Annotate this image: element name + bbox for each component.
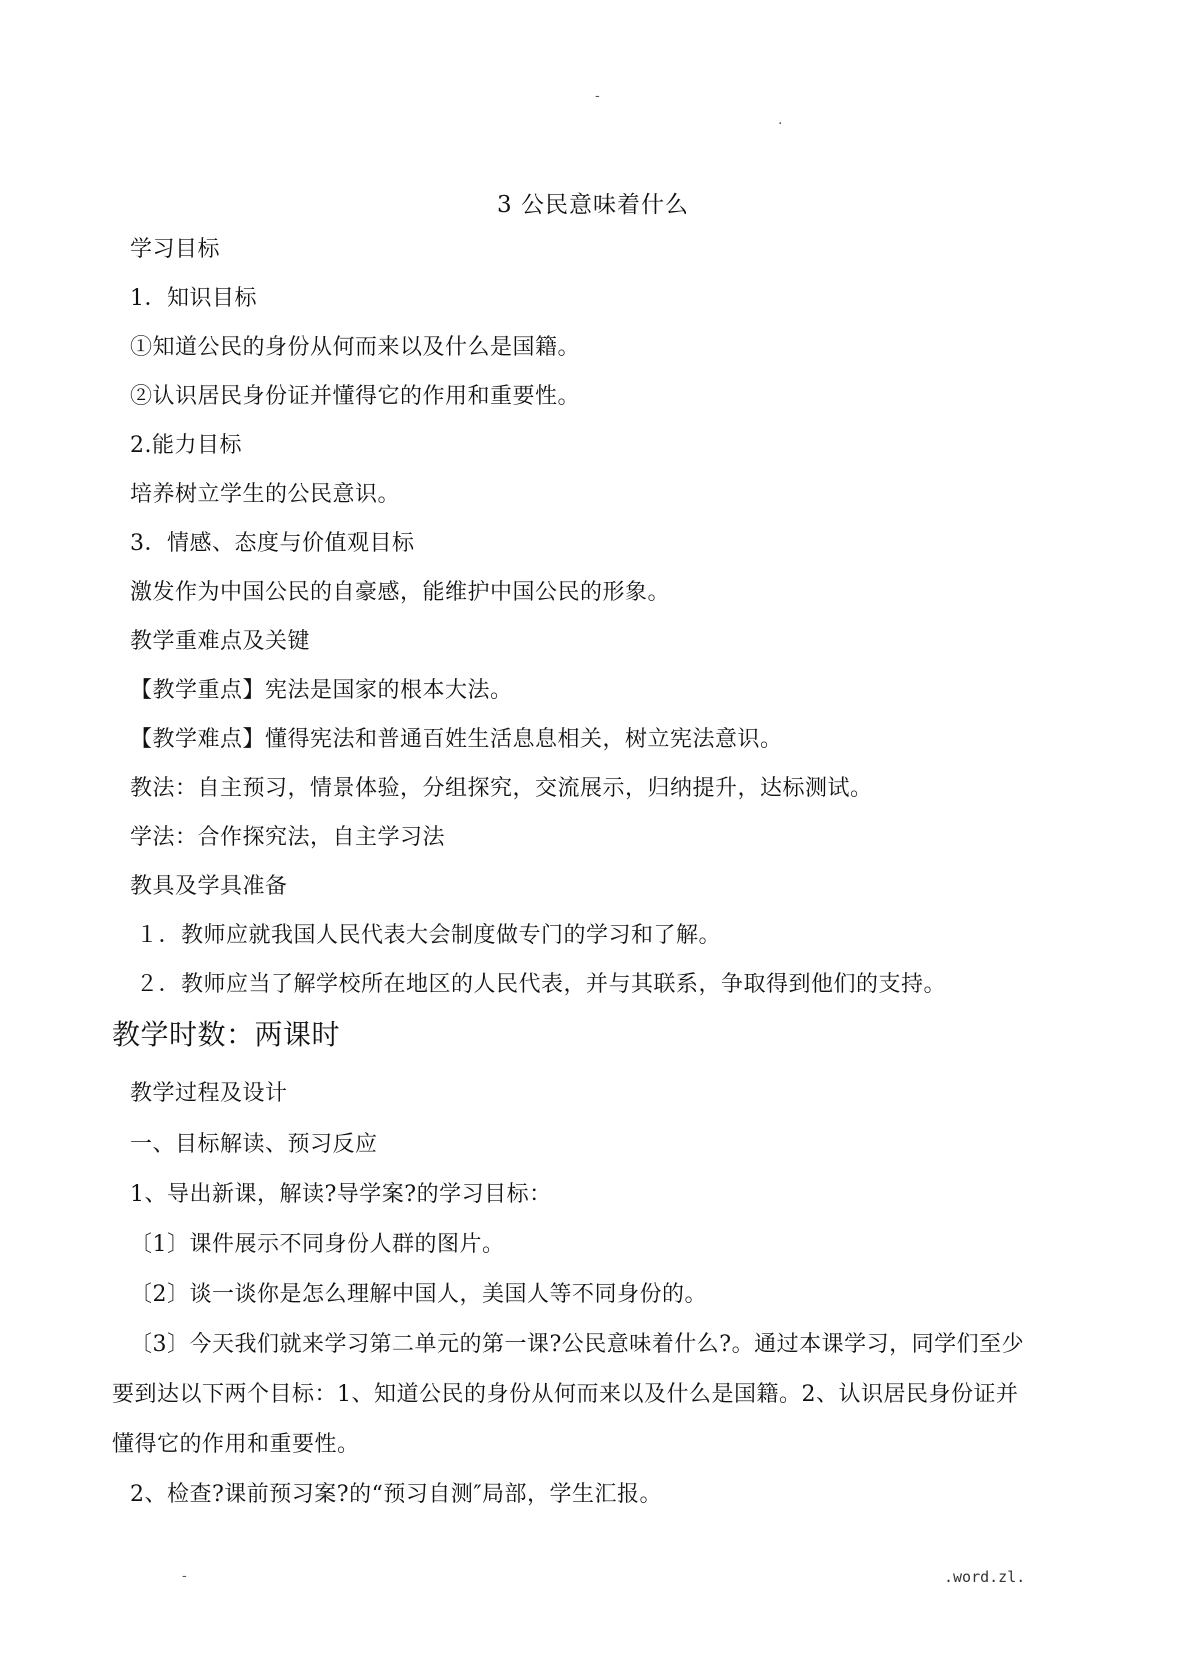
list-item: 〔2〕谈一谈你是怎么理解中国人，美国人等不同身份的。 [130,1282,707,1307]
section-heading-materials: 教具及学具准备 [130,874,288,899]
list-item: 〔1〕课件展示不同身份人群的图片。 [130,1232,505,1257]
paragraph-teaching-method: 教法：自主预习，情景体验，分组探究，交流展示，归纳提升，达标测试。 [130,776,873,801]
paragraph: 1、导出新课，解读?导学案?的学习目标： [130,1182,552,1207]
list-item: ②认识居民身份证并懂得它的作用和重要性。 [130,384,581,409]
paragraph-continued: 要到达以下两个目标：1、知道公民的身份从何而来以及什么是国籍。2、认识居民身份证并 [112,1382,1019,1407]
section-heading-key-points: 教学重难点及关键 [130,629,311,654]
paragraph-continued: 懂得它的作用和重要性。 [112,1432,360,1457]
subheading-step-one: 一、目标解读、预习反应 [130,1132,378,1157]
paragraph: 2、检查?课前预习案?的“预习自测″局部，学生汇报。 [130,1482,663,1507]
subheading-knowledge-goal: 1．知识目标 [130,286,257,311]
subheading-emotion-goal: 3．情感、态度与价值观目标 [130,531,415,556]
paragraph: 〔3〕今天我们就来学习第二单元的第一课?公民意味着什么?。通过本课学习，同学们至少 [130,1332,1025,1357]
list-item: １．教师应就我国人民代表大会制度做专门的学习和了解。 [136,923,722,948]
section-heading-process: 教学过程及设计 [130,1081,288,1106]
header-dot: . [778,112,783,128]
paragraph-difficult-point: 【教学难点】懂得宪法和普通百姓生活息息相关，树立宪法意识。 [130,727,783,752]
list-item: ２．教师应当了解学校所在地区的人民代表，并与其联系，争取得到他们的支持。 [136,972,947,997]
paragraph: 培养树立学生的公民意识。 [130,482,401,507]
paragraph-key-point: 【教学重点】宪法是国家的根本大法。 [130,678,513,703]
teaching-hours: 教学时数：两课时 [112,1018,341,1051]
subheading-ability-goal: 2.能力目标 [130,433,242,458]
footer-text: .word.zl. [944,1568,1026,1586]
header-dash: - [595,88,600,104]
paragraph: 激发作为中国公民的自豪感，能维护中国公民的形象。 [130,580,671,605]
document-title: 3 公民意味着什么 [497,192,689,218]
list-item: ①知道公民的身份从何而来以及什么是国籍。 [130,335,581,360]
section-heading-learning-goals: 学习目标 [130,237,221,262]
footer-dash: - [182,1568,187,1584]
paragraph-learning-method: 学法：合作探究法，自主学习法 [130,825,446,850]
